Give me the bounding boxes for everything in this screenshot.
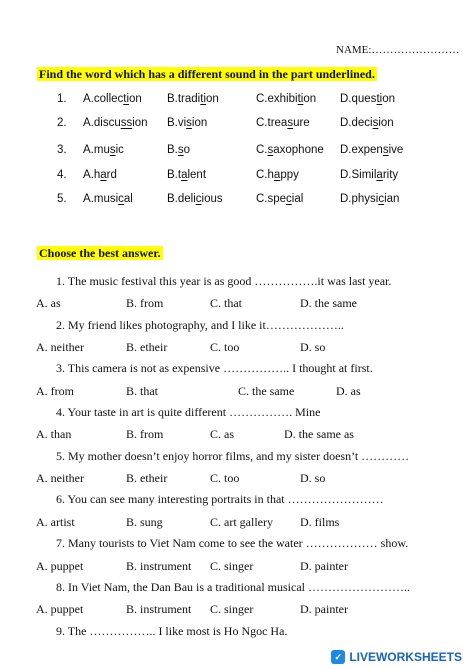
answer-option[interactable]: A. artist — [36, 515, 75, 529]
word-part: D.Simil — [340, 169, 377, 181]
answer-option[interactable]: B. etheir — [126, 471, 168, 485]
answer-option[interactable]: A. than — [36, 427, 72, 441]
word-part: A.mu — [83, 144, 110, 156]
item-number: 4. — [57, 169, 67, 181]
question-2: 2. My friend likes photography, and I like it……………….. — [56, 318, 344, 332]
option-c — [256, 169, 299, 181]
word-part: al — [123, 193, 133, 205]
word-part: ive — [388, 144, 404, 156]
underlined-part: a — [181, 169, 188, 181]
underlined-part: s — [287, 117, 294, 129]
underlined-part: ti — [376, 93, 383, 105]
vocab-item-2 — [0, 117, 474, 135]
word-part: on — [206, 93, 219, 105]
answer-options-6 — [36, 515, 466, 531]
answer-option[interactable]: C. too — [210, 471, 240, 485]
option-b — [167, 169, 206, 181]
word-part: rity — [382, 169, 399, 181]
answer-option[interactable]: A. neither — [36, 340, 84, 354]
answer-option[interactable]: C. singer — [210, 559, 254, 573]
answer-option[interactable]: C. singer — [210, 602, 254, 616]
question-8: 8. In Viet Nam, the Dan Bau is a traditional musical …………………….. — [56, 580, 410, 594]
word-part: on — [303, 93, 317, 105]
answer-options-8 — [36, 602, 466, 618]
answer-options-1 — [36, 296, 466, 312]
word-part: ian — [384, 193, 400, 205]
underlined-part: ti — [200, 93, 206, 105]
liveworksheets-logo — [331, 650, 462, 664]
underlined-part: s — [109, 144, 116, 156]
answer-option[interactable]: C. too — [210, 340, 240, 354]
underlined-part: ss — [120, 117, 133, 129]
underlined-part: c — [118, 193, 124, 205]
word-part: ial — [291, 193, 304, 205]
answer-option[interactable]: D. so — [300, 340, 326, 354]
option-a — [83, 169, 117, 181]
word-part: ic — [115, 144, 124, 156]
word-part: D.expen — [340, 144, 383, 156]
question-9: 9. The …………….. I like most is Ho Ngoc Ha. — [56, 624, 288, 638]
answer-option[interactable]: B. that — [126, 384, 158, 398]
section1-title: Find the word which has a different sound in the part underlined. — [39, 67, 375, 81]
vocab-item-5 — [0, 193, 474, 211]
word-part: C.spe — [256, 193, 287, 205]
answer-option[interactable]: B. from — [126, 296, 164, 310]
word-part: ppy — [280, 169, 299, 181]
answer-option[interactable]: A. puppet — [36, 602, 84, 616]
word-part: ious — [201, 193, 223, 205]
name-line: NAME:…………………… — [336, 44, 460, 56]
answer-option[interactable]: D. the same as — [284, 427, 354, 441]
option-a — [83, 117, 148, 129]
word-part: A.musi — [83, 193, 119, 205]
question-3: 3. This camera is not as expensive …………….. I thought at first. — [56, 361, 373, 375]
word-part: B. — [167, 144, 178, 156]
answer-option[interactable]: A. from — [36, 384, 74, 398]
word-part: o — [183, 144, 191, 156]
answer-option[interactable]: D. as — [336, 384, 361, 398]
footer — [0, 646, 474, 669]
underlined-part: ti — [297, 93, 304, 105]
liveworksheets-logo-icon: ✓ — [331, 650, 345, 664]
option-b — [167, 117, 207, 129]
word-part: C. — [256, 144, 268, 156]
vocab-item-4 — [0, 169, 474, 187]
underlined-part: c — [286, 193, 292, 205]
option-d — [340, 193, 399, 205]
option-d — [340, 144, 403, 156]
option-c — [256, 144, 324, 156]
question-1: 1. The music festival this year is as good …………….it was last year. — [56, 274, 392, 288]
word-part: B.deli — [167, 193, 196, 205]
answer-option[interactable]: D. films — [300, 515, 340, 529]
underlined-part: a — [273, 169, 281, 181]
word-part: D.deci — [340, 117, 373, 129]
item-number: 1. — [57, 93, 67, 105]
answer-option[interactable]: D. painter — [300, 602, 348, 616]
question-5: 5. My mother doesn’t enjoy horror films, and my sister doesn’t ………… — [56, 449, 410, 463]
answer-option[interactable]: B. instrument — [126, 602, 192, 616]
option-a — [83, 193, 133, 205]
logo-text: LIVEWORKSHEETS — [349, 650, 462, 664]
answer-option[interactable]: C. as — [210, 427, 234, 441]
answer-option[interactable]: C. art gallery — [210, 515, 273, 529]
word-part: A.collec — [83, 93, 124, 105]
underlined-part: s — [372, 117, 379, 129]
word-part: axophone — [273, 144, 324, 156]
underlined-part: s — [382, 144, 389, 156]
underlined-part: c — [195, 193, 202, 205]
item-number: 5. — [57, 193, 67, 205]
answer-option[interactable]: C. the same — [238, 384, 295, 398]
item-number: 3. — [57, 144, 67, 156]
answer-option[interactable]: C. that — [210, 296, 242, 310]
word-part: ion — [132, 117, 148, 129]
option-d — [340, 117, 394, 129]
option-c — [256, 193, 303, 205]
question-4: 4. Your taste in art is quite different ……………. Mine — [56, 405, 321, 419]
answer-option[interactable]: A. puppet — [36, 559, 84, 573]
answer-option[interactable]: A. neither — [36, 471, 84, 485]
word-part: ure — [293, 117, 310, 129]
section2-title: Choose the best answer. — [39, 246, 161, 260]
word-part: lent — [187, 169, 207, 181]
underlined-part: s — [177, 144, 184, 156]
option-d — [340, 93, 395, 105]
answer-options-4 — [36, 427, 466, 443]
option-a — [83, 93, 142, 105]
word-part: on — [382, 93, 395, 105]
answer-option[interactable]: A. as — [36, 296, 61, 310]
option-c — [256, 93, 316, 105]
answer-options-7 — [36, 559, 466, 575]
word-part: D.ques — [340, 93, 377, 105]
question-6: 6. You can see many interesting portraits in that …………………… — [56, 492, 384, 506]
word-part: C.exhibi — [256, 93, 298, 105]
word-part: C.h — [256, 169, 274, 181]
word-part: A.discu — [83, 117, 121, 129]
answer-options-3 — [36, 384, 466, 400]
underlined-part: s — [267, 144, 274, 156]
option-b — [167, 144, 190, 156]
option-b — [167, 193, 223, 205]
answer-option[interactable]: B. instrument — [126, 559, 192, 573]
option-b — [167, 93, 219, 105]
answer-option[interactable]: B. from — [126, 427, 164, 441]
answer-options-5 — [36, 471, 466, 487]
underlined-part: s — [186, 117, 192, 129]
word-part: D.physi — [340, 193, 379, 205]
underlined-part: a — [100, 169, 107, 181]
underlined-part: c — [378, 193, 385, 205]
answer-option[interactable]: B. etheir — [126, 340, 168, 354]
answer-options-2 — [36, 340, 466, 356]
word-part: C.trea — [256, 117, 288, 129]
answer-option[interactable]: D. so — [300, 471, 326, 485]
underlined-part: ti — [123, 93, 130, 105]
answer-option[interactable]: D. painter — [300, 559, 348, 573]
word-part: rd — [106, 169, 117, 181]
underlined-part: a — [376, 169, 383, 181]
question-7: 7. Many tourists to Viet Nam come to see the water ……………… show. — [56, 536, 409, 550]
word-part: B.t — [167, 169, 182, 181]
word-part: on — [129, 93, 142, 105]
word-part: B.vi — [167, 117, 187, 129]
vocab-item-1 — [0, 93, 474, 111]
word-part: ion — [191, 117, 208, 129]
vocab-item-3 — [0, 144, 474, 162]
word-part: B.tradi — [167, 93, 201, 105]
answer-option[interactable]: D. the same — [300, 296, 357, 310]
option-c — [256, 117, 310, 129]
answer-option[interactable]: B. sung — [126, 515, 163, 529]
word-part: A.h — [83, 169, 101, 181]
option-a — [83, 144, 124, 156]
option-d — [340, 169, 398, 181]
word-part: ion — [378, 117, 394, 129]
item-number: 2. — [57, 117, 67, 129]
